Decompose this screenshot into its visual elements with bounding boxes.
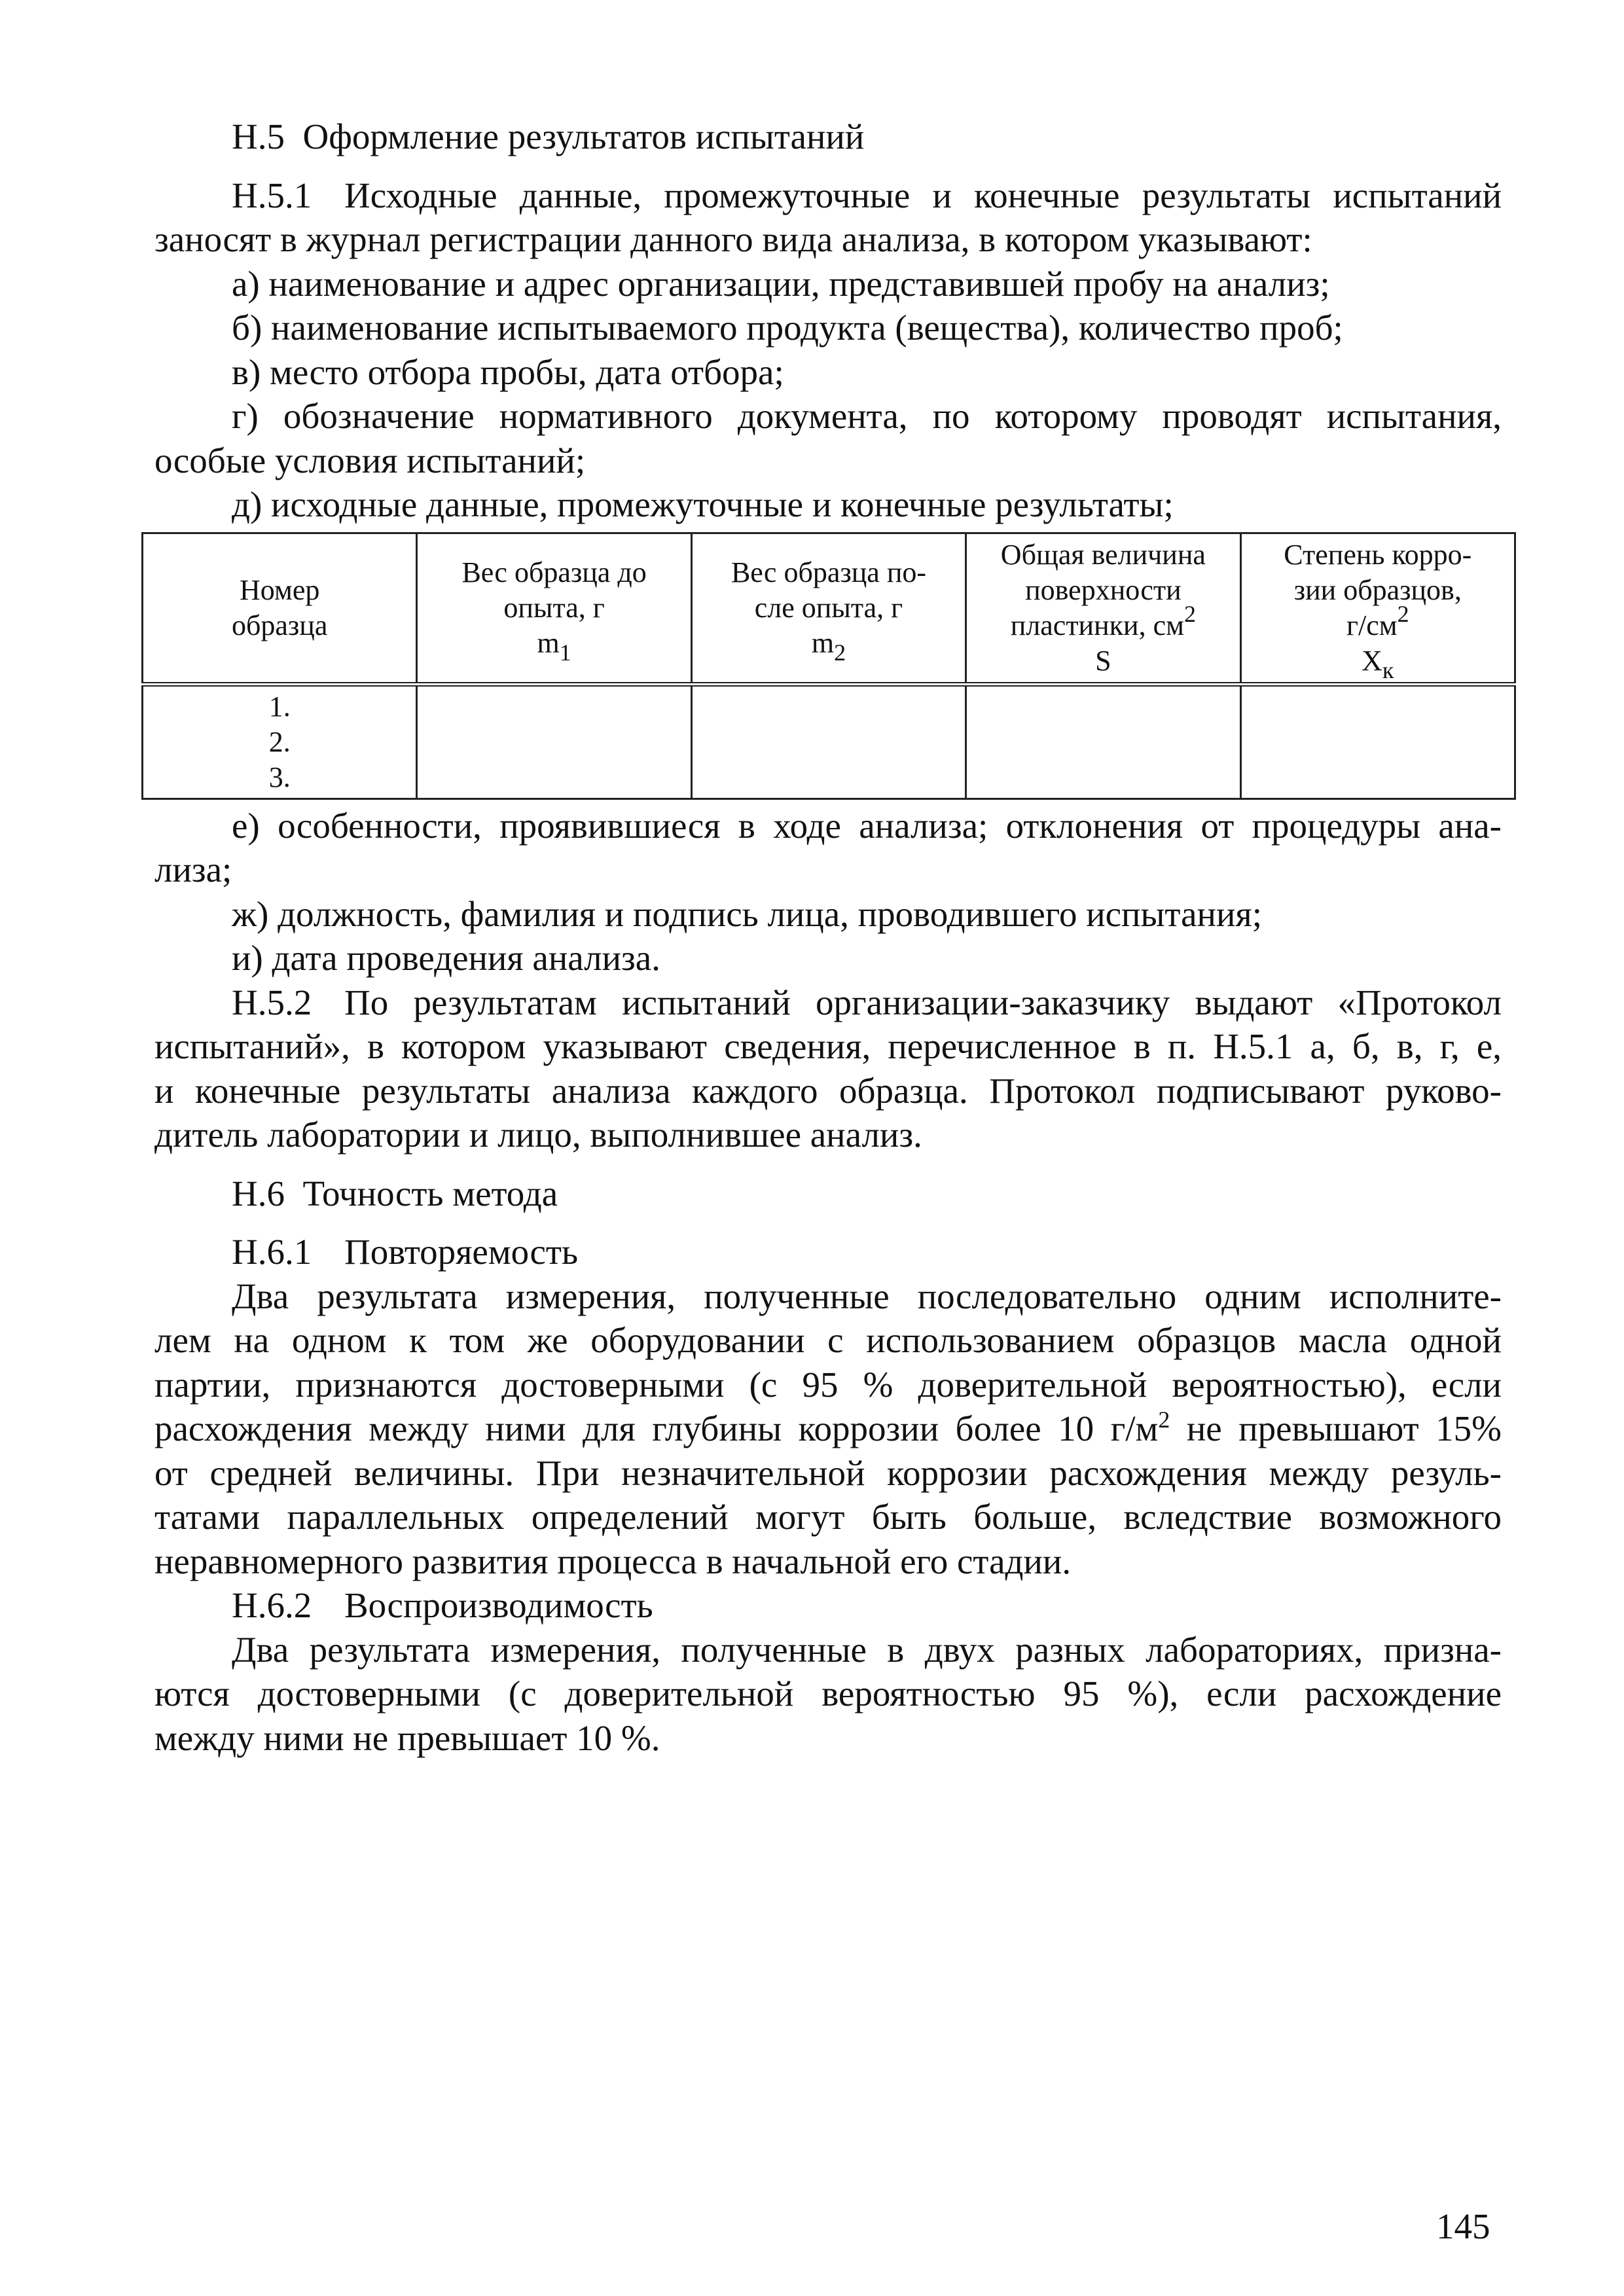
- results-table: [141, 532, 1516, 800]
- paragraph-h51-line2: заносят в журнал регистрации данного вида анализа, в котором указывают:: [154, 219, 1312, 259]
- list-item-e-line1: е) особенности, проявившиеся в ходе анализа; отклонения от процедуры ана-: [232, 805, 1502, 846]
- header-corrosion-degree: Степень корро- зии образцов, $г/см^2$ $X_к$: [1240, 533, 1515, 684]
- row-number: 2.: [268, 725, 291, 758]
- list-item-d: д) исходные данные, промежуточные и конечные результаты;: [232, 484, 1174, 524]
- paragraph-h61-line1: Два результата измерения, полученные последовательно одним исполните-: [232, 1276, 1502, 1316]
- section-number: Н.6: [232, 1173, 285, 1213]
- section-title: Точность метода: [302, 1173, 558, 1213]
- subsection-heading-h62: [154, 1583, 1502, 1628]
- paragraph-h61-line3: партии, признаются достоверными (с 95 % доверительной вероятностью), если: [154, 1364, 1502, 1405]
- table-row: [143, 684, 1515, 798]
- header-weight-after: Вес образца по- сле опыта, г $m_2$: [691, 533, 965, 684]
- section-title: Оформление результатов испытаний: [302, 117, 865, 156]
- paragraph-h62-line2: ются достоверными (с доверительной вероятностью 95 %), если расхождение: [154, 1674, 1502, 1713]
- clause-number: Н.6.1: [232, 1232, 312, 1272]
- header-weight-before: Вес образца до опыта, г $m_1$: [417, 533, 691, 684]
- empty-cell: [691, 684, 965, 798]
- page-number: 145: [1436, 2206, 1490, 2246]
- list-item-e-line2: лиза;: [154, 850, 232, 889]
- paragraph-h52-line1: Н.5.2 По результатам испытаний организации-заказчику выдают «Протокол: [154, 980, 1502, 1025]
- list-item-i: и) дата проведения анализа.: [232, 938, 660, 978]
- paragraph-h62-line3: между ними не превышает 10 %.: [154, 1717, 660, 1758]
- subsection-title: Повторяемость: [344, 1232, 579, 1272]
- paragraph-h52-line3: и конечные результаты анализа каждого образца. Протокол подписывают руково-: [154, 1070, 1502, 1111]
- paragraph-h52-line2: испытаний», в котором указывают сведения, перечисленное в п. Н.5.1 а, б, в, г, е,: [154, 1026, 1502, 1066]
- paragraph-h62-line1: Два результата измерения, полученные в двух разных лабораториях, призна-: [232, 1629, 1502, 1670]
- clause-number: Н.5.1: [232, 175, 312, 215]
- paragraph-h61-line2: лем на одном к том же оборудовании с использованием образцов масла одной: [154, 1320, 1502, 1360]
- row-number: 3.: [268, 761, 291, 793]
- paragraph-h61-line4: расхождения между ними для глубины коррозии более 10 $г/м^2$ не превышают 15%: [154, 1407, 1502, 1448]
- list-item-zh: ж) должность, фамилия и подпись лица, проводившего испытания;: [232, 893, 1262, 934]
- list-item-a: а) наименование и адрес организации, представившей пробу на анализ;: [232, 263, 1330, 304]
- paragraph-h61-line6: татами параллельных определений могут быть больше, вследствие возможного: [154, 1497, 1502, 1537]
- list-item-b: б) наименование испытываемого продукта (вещества), количество проб;: [232, 308, 1343, 348]
- list-item-v: в) место отбора пробы, дата отбора;: [232, 351, 784, 392]
- paragraph-h51-line1: Н.5.1 Исходные данные, промежуточные и конечные результаты испытаний: [154, 173, 1502, 218]
- page-content: [154, 115, 1502, 1760]
- empty-cell: [966, 684, 1240, 798]
- section-number: Н.5: [232, 117, 285, 156]
- paragraph-h52-line4: дитель лаборатории и лицо, выполнившее анализ.: [154, 1115, 922, 1155]
- section-heading-h5: [154, 115, 1502, 159]
- clause-number: Н.5.2: [232, 982, 312, 1022]
- list-item-g-line1: г) обозначение нормативного документа, по которому проводят испытания,: [232, 396, 1502, 436]
- paragraph-h61-line5: от средней величины. При незначительной коррозии расхождения между резуль-: [154, 1452, 1502, 1493]
- table-header-row: [143, 533, 1515, 684]
- empty-cell: [417, 684, 691, 798]
- subsection-title: Воспроизводимость: [344, 1585, 653, 1625]
- header-surface-area: Общая величина поверхности пластинки, $см^2$ S: [966, 533, 1240, 684]
- sample-numbers-cell: [143, 684, 417, 798]
- paragraph-h61-line7: неравномерного развития процесса в начальной его стадии.: [154, 1541, 1072, 1581]
- clause-number: Н.6.2: [232, 1585, 312, 1625]
- row-number: 1.: [268, 690, 291, 723]
- list-item-g-line2: особые условия испытаний;: [154, 440, 586, 480]
- header-sample-number: Номер образца: [143, 533, 417, 684]
- section-heading-h6: [154, 1172, 1502, 1216]
- subsection-heading-h61: [154, 1230, 1502, 1274]
- empty-cell: [1240, 684, 1515, 798]
